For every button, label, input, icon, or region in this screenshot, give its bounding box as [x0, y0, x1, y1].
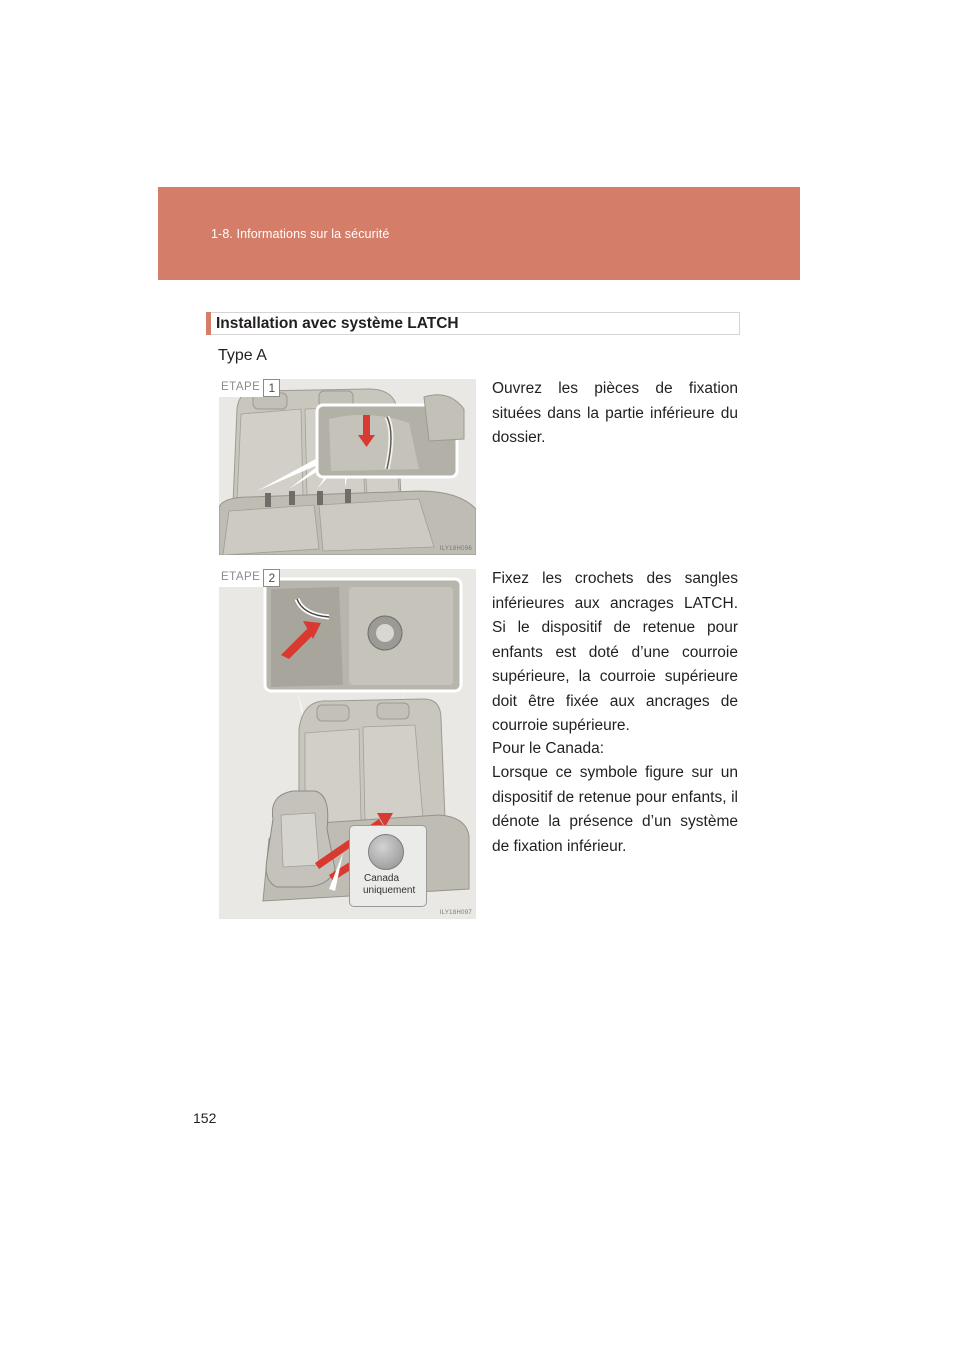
canada-heading: Pour le Canada: [492, 740, 605, 757]
type-label: Type A [218, 347, 267, 364]
canada-label-only: uniquement [363, 885, 416, 896]
section-title-bar [206, 312, 740, 335]
child-seat-anchor-icon [368, 834, 404, 870]
step-tag-number: 2 [263, 569, 280, 587]
section-label: 1-8. Informations sur la sécurité [211, 227, 390, 241]
canada-label: Canada [364, 873, 400, 884]
step-1-text: Ouvrez les pièces de fixation situées dans la partie inférieure du dossier. [492, 380, 738, 446]
figure-code: ILY18H096 [439, 546, 472, 552]
chapter-header-band [158, 187, 800, 280]
step-2-tag [219, 569, 280, 587]
canada-text: Lorsque ce symbole figure sur un dispositif de retenue pour enfants, il dénote la présence d’un système de fixation inférieur. [492, 764, 738, 855]
step-2-figure [219, 569, 476, 919]
step-2-text: Fixez les crochets des sangles inférieures aux ancrages LATCH. Si le dispositif de retenue pour enfants est doté d’une courroie supérieure, la courroie supérieure doit être fixée aux ancrages de courroie supérieure. [492, 570, 738, 734]
step-tag-word: ETAPE [219, 569, 263, 587]
step-1-tag [219, 379, 280, 397]
canada-symbol-box [349, 825, 427, 907]
latch-anchor-illustration [219, 569, 476, 919]
step-tag-number: 1 [263, 379, 280, 397]
step-1-figure [219, 379, 476, 555]
step-tag-word: ETAPE [219, 379, 263, 397]
section-title: Installation avec système LATCH [216, 315, 459, 332]
rear-seat-illustration [219, 379, 476, 555]
page-number: 152 [193, 1110, 217, 1126]
figure-code: ILY18H097 [439, 910, 472, 916]
title-accent-bar [206, 312, 211, 335]
